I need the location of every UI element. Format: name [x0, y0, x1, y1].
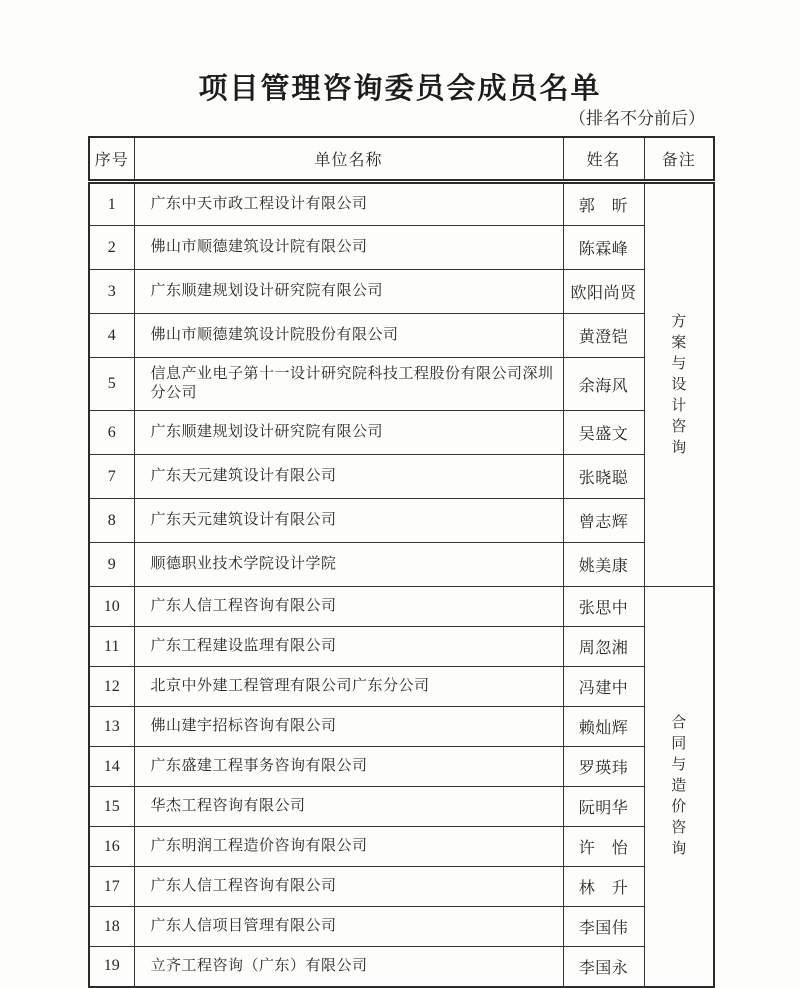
row-number-cell: 2	[89, 226, 134, 270]
person-name-cell: 李国伟	[563, 907, 644, 947]
table-row	[89, 314, 714, 358]
person-name-cell: 姚美康	[563, 543, 644, 587]
header-unit: 单位名称	[134, 137, 563, 182]
person-name-cell: 郭 昕	[563, 182, 644, 226]
row-number-cell: 19	[89, 947, 134, 987]
table-row	[89, 827, 714, 867]
row-number-cell: 3	[89, 270, 134, 314]
unit-name-cell: 广东顺建规划设计研究院有限公司	[134, 411, 563, 455]
unit-name-cell: 佛山建宇招标咨询有限公司	[134, 707, 563, 747]
header-name: 姓名	[563, 137, 644, 182]
unit-name-cell: 佛山市顺德建筑设计院股份有限公司	[134, 314, 563, 358]
row-number-cell: 5	[89, 358, 134, 411]
person-name-cell: 周忽湘	[563, 627, 644, 667]
table-row	[89, 455, 714, 499]
row-number-cell: 12	[89, 667, 134, 707]
row-number-cell: 13	[89, 707, 134, 747]
page-subtitle: （排名不分前后）	[569, 109, 705, 128]
person-name-cell: 张思中	[563, 587, 644, 627]
members-table-container	[88, 136, 713, 988]
table-row	[89, 543, 714, 587]
table-row	[89, 182, 714, 226]
row-number-cell: 4	[89, 314, 134, 358]
header-no: 序号	[89, 137, 134, 182]
remark-vertical-text: 合同与造价咨询	[671, 714, 687, 857]
person-name-cell: 曾志辉	[563, 499, 644, 543]
unit-name-cell: 信息产业电子第十一设计研究院科技工程股份有限公司深圳分公司	[134, 358, 563, 411]
person-name-cell: 许 怡	[563, 827, 644, 867]
remark-cell-group-1	[644, 182, 714, 587]
person-name-cell: 张晓聪	[563, 455, 644, 499]
row-number-cell: 15	[89, 787, 134, 827]
unit-name-cell: 广东人信工程咨询有限公司	[134, 587, 563, 627]
table-row	[89, 499, 714, 543]
table-row	[89, 867, 714, 907]
remark-cell-group-2	[644, 587, 714, 987]
header-row	[89, 137, 714, 182]
unit-name-cell: 广东顺建规划设计研究院有限公司	[134, 270, 563, 314]
table-row	[89, 226, 714, 270]
table-row	[89, 358, 714, 411]
person-name-cell: 罗瑛玮	[563, 747, 644, 787]
person-name-cell: 余海风	[563, 358, 644, 411]
row-number-cell: 17	[89, 867, 134, 907]
unit-name-cell: 广东明润工程造价咨询有限公司	[134, 827, 563, 867]
row-number-cell: 14	[89, 747, 134, 787]
table-row	[89, 947, 714, 987]
person-name-cell: 李国永	[563, 947, 644, 987]
table-row	[89, 270, 714, 314]
person-name-cell: 冯建中	[563, 667, 644, 707]
table-row	[89, 627, 714, 667]
table-row	[89, 411, 714, 455]
table-body	[89, 182, 714, 987]
table-row	[89, 907, 714, 947]
unit-name-cell: 立齐工程咨询（广东）有限公司	[134, 947, 563, 987]
row-number-cell: 18	[89, 907, 134, 947]
unit-name-cell: 华杰工程咨询有限公司	[134, 787, 563, 827]
unit-name-cell: 广东盛建工程事务咨询有限公司	[134, 747, 563, 787]
person-name-cell: 林 升	[563, 867, 644, 907]
unit-name-cell: 广东天元建筑设计有限公司	[134, 499, 563, 543]
row-number-cell: 10	[89, 587, 134, 627]
header-remark: 备注	[644, 137, 714, 182]
person-name-cell: 赖灿辉	[563, 707, 644, 747]
person-name-cell: 陈霖峰	[563, 226, 644, 270]
table-row	[89, 707, 714, 747]
row-number-cell: 1	[89, 182, 134, 226]
row-number-cell: 11	[89, 627, 134, 667]
members-table	[88, 136, 715, 988]
table-row	[89, 747, 714, 787]
remark-vertical-text: 方案与设计咨询	[671, 313, 687, 456]
person-name-cell: 吴盛文	[563, 411, 644, 455]
unit-name-cell: 佛山市顺德建筑设计院有限公司	[134, 226, 563, 270]
row-number-cell: 16	[89, 827, 134, 867]
page-title: 项目管理咨询委员会成员名单	[198, 73, 602, 105]
row-number-cell: 9	[89, 543, 134, 587]
row-number-cell: 6	[89, 411, 134, 455]
table-row	[89, 667, 714, 707]
person-name-cell: 阮明华	[563, 787, 644, 827]
unit-name-cell: 广东工程建设监理有限公司	[134, 627, 563, 667]
unit-name-cell: 北京中外建工程管理有限公司广东分公司	[134, 667, 563, 707]
person-name-cell: 黄澄铠	[563, 314, 644, 358]
person-name-cell: 欧阳尚贤	[563, 270, 644, 314]
unit-name-cell: 广东人信工程咨询有限公司	[134, 867, 563, 907]
table-row	[89, 587, 714, 627]
row-number-cell: 7	[89, 455, 134, 499]
table-row	[89, 787, 714, 827]
row-number-cell: 8	[89, 499, 134, 543]
unit-name-cell: 广东天元建筑设计有限公司	[134, 455, 563, 499]
unit-name-cell: 顺德职业技术学院设计学院	[134, 543, 563, 587]
unit-name-cell: 广东中天市政工程设计有限公司	[134, 182, 563, 226]
unit-name-cell: 广东人信项目管理有限公司	[134, 907, 563, 947]
